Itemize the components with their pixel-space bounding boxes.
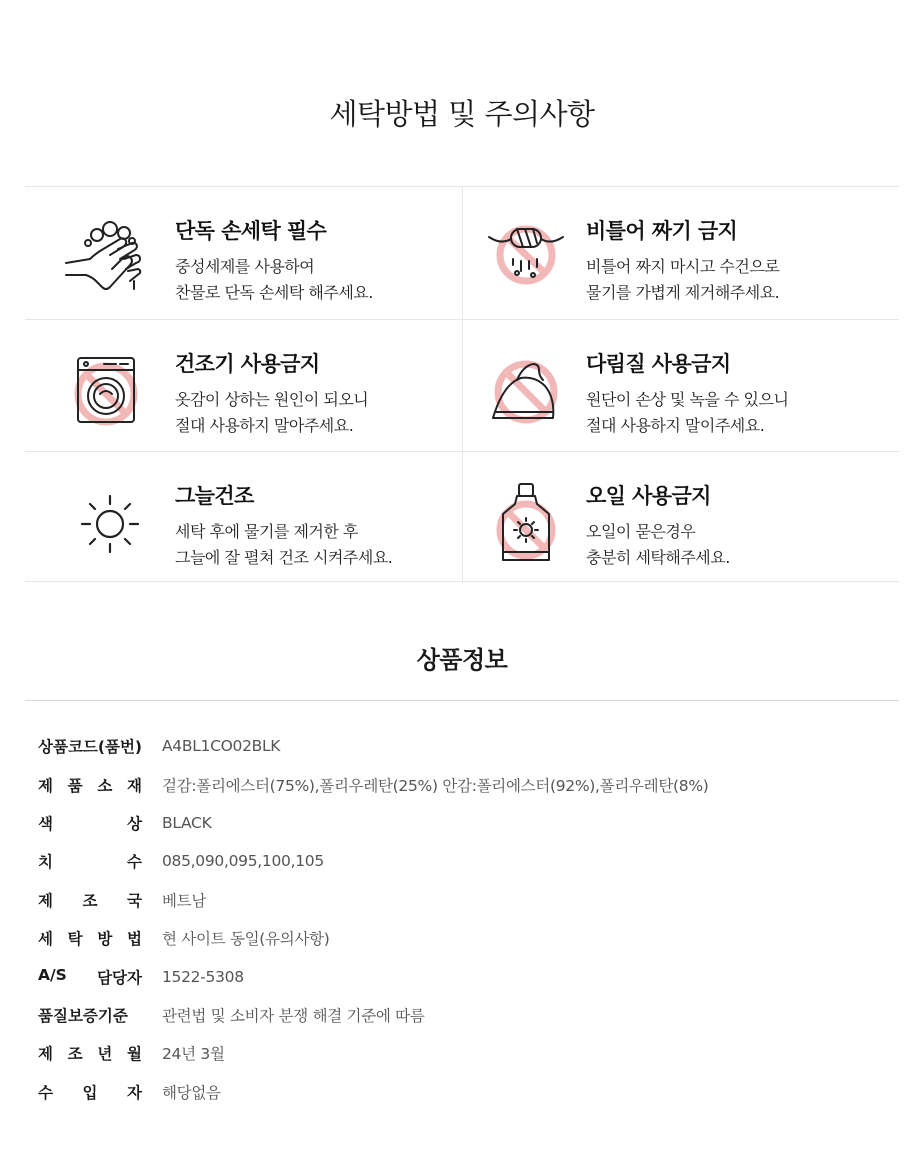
info-label: 제 조 국 — [38, 891, 142, 910]
care-item-no-wring — [462, 187, 899, 319]
info-row — [38, 842, 898, 880]
care-item-no-dryer — [25, 319, 462, 451]
care-item-no-oil — [462, 451, 899, 583]
care-item-desc-line1: 옷감이 상하는 원인이 되오니 — [175, 390, 369, 409]
info-value: A4BL1CO02BLK — [162, 737, 281, 756]
shade-dry-icon — [60, 480, 150, 564]
care-item-desc-line2: 절대 사용하지 말이주세요. — [586, 416, 765, 435]
care-item-title: 건조기 사용금지 — [175, 352, 320, 376]
info-label: A/S 담당자 — [38, 965, 142, 987]
care-item-desc-line2: 절대 사용하지 말아주세요. — [175, 416, 354, 435]
care-item-hand-wash — [25, 187, 462, 319]
care-item-title: 비틀어 짜기 금지 — [586, 219, 738, 243]
care-item-shade-dry — [25, 451, 462, 583]
info-row — [38, 1034, 898, 1072]
info-row — [38, 804, 898, 842]
info-value: 085,090,095,100,105 — [162, 852, 324, 871]
info-row — [38, 957, 898, 995]
info-row — [38, 765, 898, 803]
care-item-desc-line2: 찬물로 단독 손세탁 해주세요. — [175, 283, 373, 302]
care-item-desc-line1: 세탁 후에 물기를 제거한 후 — [175, 522, 358, 541]
care-item-title: 다림질 사용금지 — [586, 352, 731, 376]
divider — [25, 700, 899, 701]
care-item-desc-line1: 오일이 묻은경우 — [586, 522, 696, 541]
care-item-desc-line2: 물기를 가볍게 제거해주세요. — [586, 283, 780, 302]
info-value: 베트남 — [162, 891, 207, 910]
care-item-desc-line1: 원단이 손상 및 녹을 수 있으니 — [586, 390, 789, 409]
info-label: 색 상 — [38, 814, 142, 833]
info-row — [38, 996, 898, 1034]
care-item-desc-line2: 충분히 세탁해주세요. — [586, 548, 730, 567]
care-item-title: 그늘건조 — [175, 484, 254, 508]
info-value: 24년 3월 — [162, 1045, 225, 1064]
info-label: 제 조 년 월 — [38, 1045, 142, 1064]
info-row — [38, 919, 898, 957]
info-label: 치 수 — [38, 853, 142, 872]
care-item-title: 오일 사용금지 — [586, 484, 711, 508]
info-value: 해당없음 — [162, 1083, 221, 1102]
care-item-desc-line1: 비틀어 짜지 마시고 수건으로 — [586, 257, 780, 276]
info-row — [38, 881, 898, 919]
info-value: 현 사이트 동일(유의사항) — [162, 930, 330, 949]
care-section-title: 세탁방법 및 주의사항 — [329, 97, 595, 131]
info-value: 겉감:폴리에스터(75%),폴리우레탄(25%) 안감:폴리에스터(92%),폴리우레탄(8%) — [162, 776, 709, 795]
care-item-no-iron — [462, 319, 899, 451]
product-info-table — [38, 727, 898, 1111]
care-grid — [25, 186, 899, 582]
no-iron-icon — [481, 348, 571, 432]
hand-wash-icon — [60, 215, 150, 299]
info-label: 세 탁 방 법 — [38, 930, 142, 949]
info-value: 1522-5308 — [162, 967, 244, 986]
info-value: BLACK — [162, 813, 212, 832]
info-label: 제 품 소 재 — [38, 776, 142, 795]
info-value: 관련법 및 소비자 분쟁 해결 기준에 따름 — [162, 1006, 425, 1025]
care-item-title: 단독 손세탁 필수 — [175, 219, 327, 243]
no-dryer-icon — [60, 348, 150, 432]
product-info-title: 상품정보 — [416, 646, 508, 674]
no-wring-icon — [481, 215, 571, 299]
care-item-desc-line2: 그늘에 잘 펼쳐 건조 시켜주세요. — [175, 548, 393, 567]
info-row — [38, 1073, 898, 1111]
info-label: 수 입 자 — [38, 1083, 142, 1102]
care-item-desc-line1: 중성세제를 사용하여 — [175, 257, 315, 276]
info-row — [38, 727, 898, 765]
no-oil-icon — [481, 480, 571, 564]
info-label: 품질보증기준 — [38, 1006, 128, 1025]
info-label: 상품코드(품번) — [38, 738, 143, 757]
